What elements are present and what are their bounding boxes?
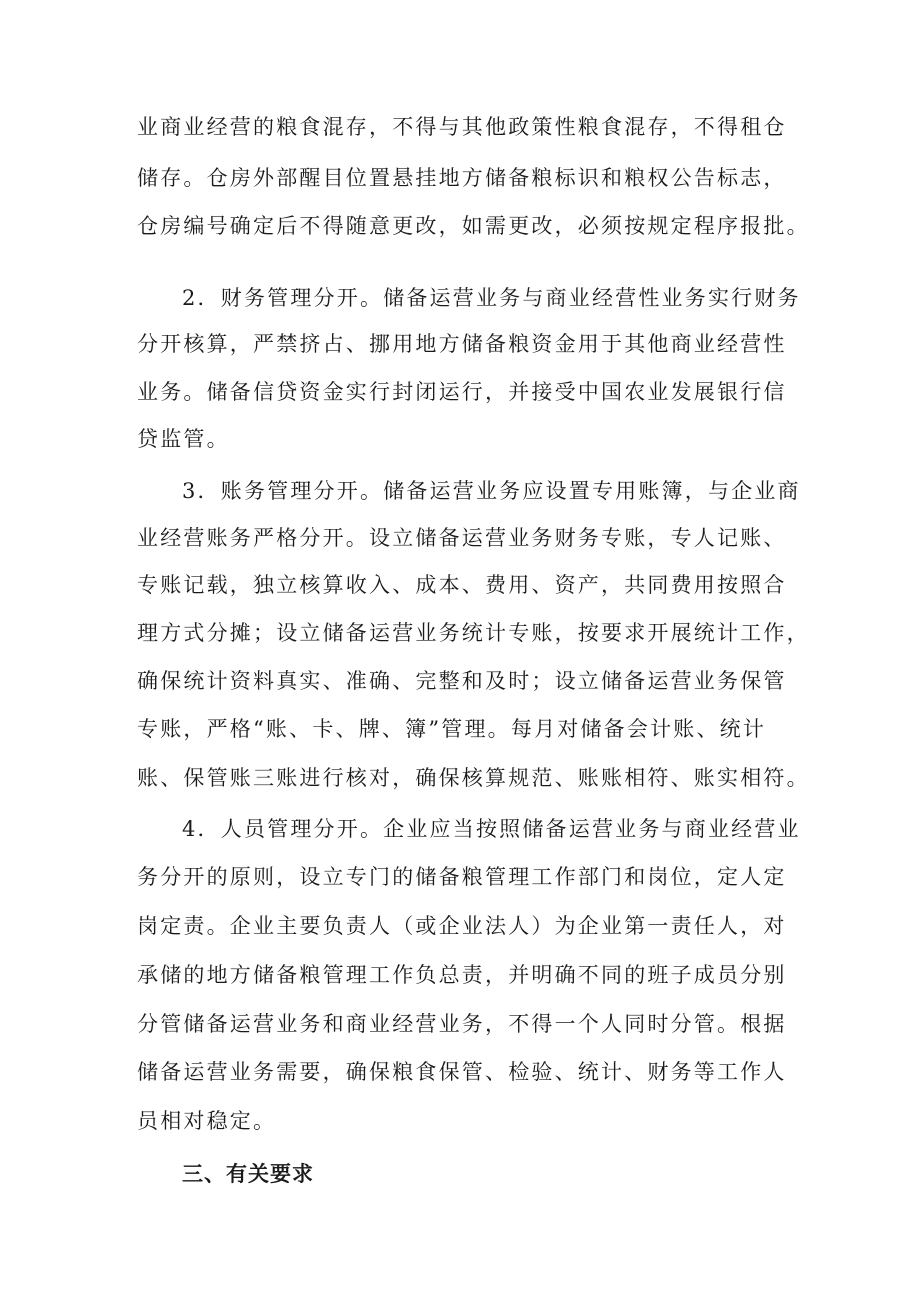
paragraph-line: 业商业经营的粮食混存，不得与其他政策性粮食混存，不得租仓 — [137, 115, 787, 139]
paragraph-line: 储存。仓房外部醒目位置悬挂地方储备粮标识和粮权公告标志， — [137, 166, 787, 190]
paragraph-line: 储备运营业务需要，确保粮食保管、检验、统计、财务等工作人 — [137, 1060, 787, 1084]
paragraph-line: 务分开的原则，设立专门的储备粮管理工作部门和岗位，定人定 — [137, 865, 787, 889]
paragraph-line: 专账，严格“账、卡、牌、簿”管理。每月对储备会计账、统计 — [137, 717, 767, 741]
section-heading: 三、有关要求 — [182, 1162, 314, 1186]
paragraph-line: 理方式分摊；设立储备运营业务统计专账，按要求开展统计工作， — [137, 621, 810, 645]
paragraph-line: 业务。储备信贷资金实行封闭运行，并接受中国农业发展银行信 — [137, 380, 787, 404]
paragraph-line: 员相对稳定。 — [137, 1109, 277, 1133]
paragraph-line: 确保统计资料真实、准确、完整和及时；设立储备运营业务保管 — [137, 669, 787, 693]
paragraph-line: 分管储备运营业务和商业经营业务，不得一个人同时分管。根据 — [137, 1012, 787, 1036]
paragraph-line: 2．财务管理分开。储备运营业务与商业经营性业务实行财务 — [182, 286, 801, 310]
paragraph-line: 分开核算，严禁挤占、挪用地方储备粮资金用于其他商业经营性 — [137, 332, 787, 356]
paragraph-line: 贷监管。 — [137, 427, 230, 451]
paragraph-line: 账、保管账三账进行核对，确保核算规范、账账相符、账实相符。 — [137, 766, 810, 790]
paragraph-line: 专账记载，独立核算收入、成本、费用、资产，共同费用按照合 — [137, 573, 787, 597]
paragraph-line: 仓房编号确定后不得随意更改，如需更改，必须按规定程序报批。 — [137, 214, 810, 238]
paragraph-line: 业经营账务严格分开。设立储备运营业务财务专账，专人记账、 — [137, 526, 787, 550]
paragraph-line: 3．账务管理分开。储备运营业务应设置专用账簿，与企业商 — [182, 479, 801, 503]
paragraph-line: 岗定责。企业主要负责人（或企业法人）为企业第一责任人，对 — [137, 914, 787, 938]
paragraph-line: 承储的地方储备粮管理工作负总责，并明确不同的班子成员分别 — [137, 963, 787, 987]
paragraph-line: 4．人员管理分开。企业应当按照储备运营业务与商业经营业 — [182, 817, 801, 841]
